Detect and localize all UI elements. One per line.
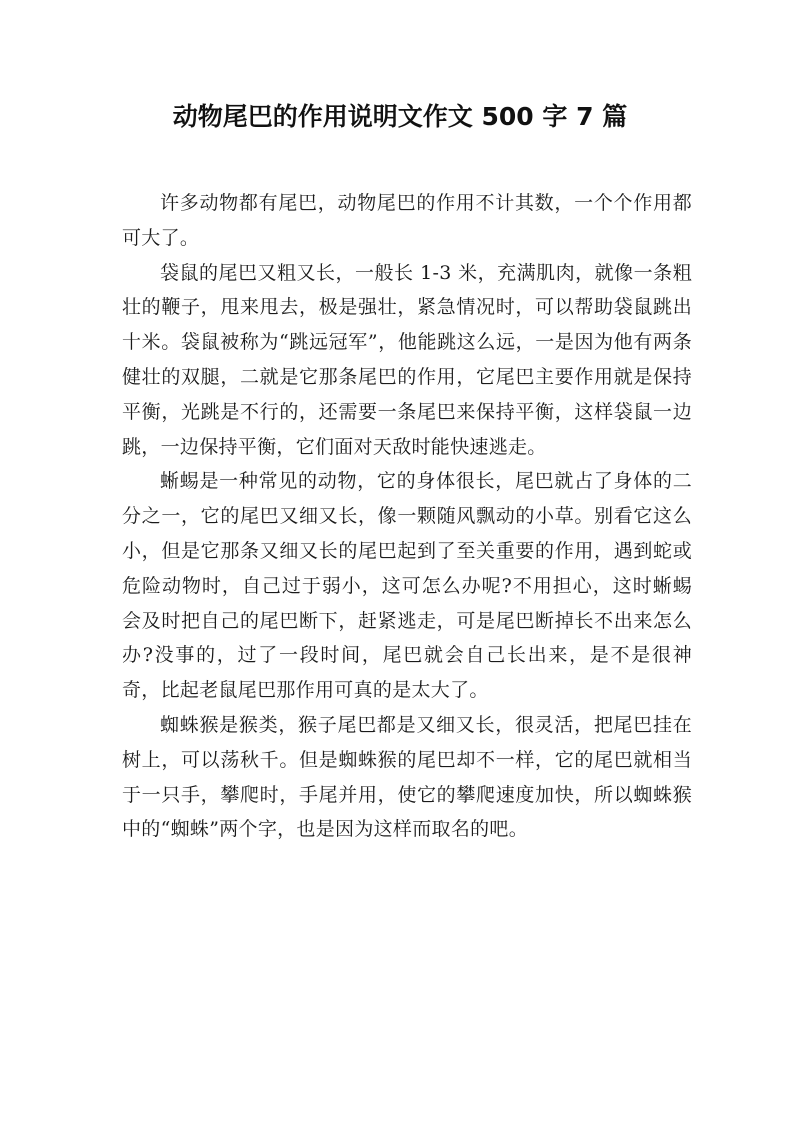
paragraph-intro: 许多动物都有尾巴，动物尾巴的作用不计其数，一个个作用都可大了。 — [122, 192, 692, 249]
paragraph-lizard: 蜥蜴是一种常见的动物，它的身体很长，尾巴就占了身体的二分之一，它的尾巴又细又长，像一颗随风飘动的小草。别看它这么小，但是它那条又细又长的尾巴起到了至关重要的作用，遇到蛇或危险动物时，自己过于弱小，这可怎么办呢?不用担心，这时蜥蜴会及时把自己的尾巴断下，赶紧逃走，可是尾巴断掉长不出来怎么办?没事的，过了一段时间，尾巴就会自己长出来，是不是很神奇，比起老鼠尾巴那作用可真的是太大了。 — [122, 470, 692, 702]
document-title: 动物尾巴的作用说明文作文 500 字 7 篇 — [172, 102, 628, 131]
paragraph-kangaroo: 袋鼠的尾巴又粗又长，一般长 1-3 米，充满肌肉，就像一条粗壮的鞭子，甩来甩去，极是强壮，紧急情况时，可以帮助袋鼠跳出十米。袋鼠被称为“跳远冠军”，他能跳这么远，一是因为他有两条健壮的双腿，二就是它那条尾巴的作用，它尾巴主要作用就是保持平衡，光跳是不行的，还需要一条尾巴来保持平衡，这样袋鼠一边跳，一边保持平衡，它们面对天敌时能快速逃走。 — [122, 261, 692, 458]
paragraph-spider-monkey: 蜘蛛猴是猴类，猴子尾巴都是又细又长，很灵活，把尾巴挂在树上，可以荡秋千。但是蜘蛛猴的尾巴却不一样，它的尾巴就相当于一只手，攀爬时，手尾并用，使它的攀爬速度加快，所以蜘蛛猴中的“蜘蛛”两个字，也是因为这样而取名的吧。 — [122, 713, 692, 841]
document-body — [122, 186, 692, 847]
